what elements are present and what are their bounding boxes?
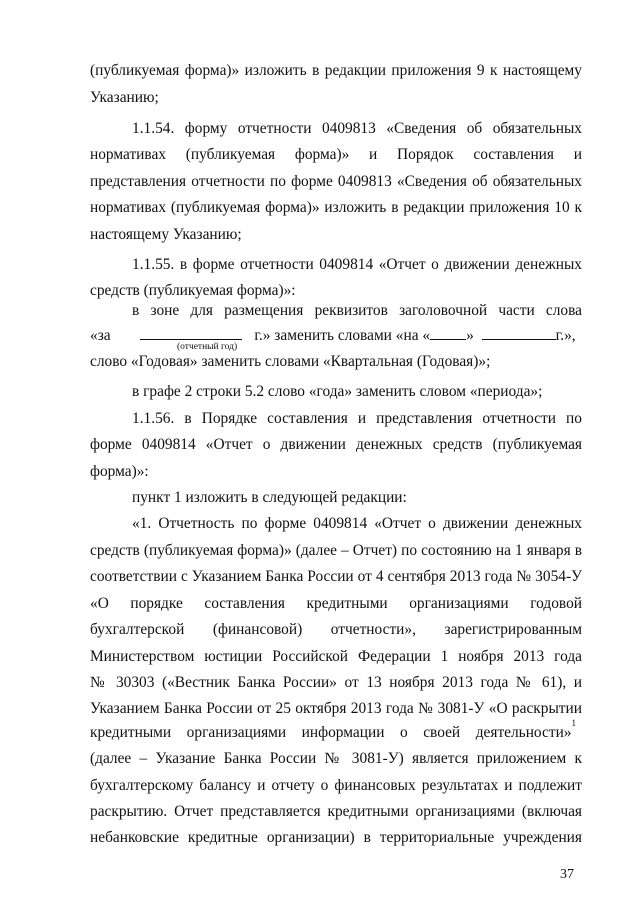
- text-line: пункт 1 изложить в следующей редакции:: [132, 489, 407, 506]
- text-line: средств (публикуемая форма)»:: [90, 282, 296, 299]
- blank-form-line: [90, 326, 582, 346]
- text-line: бухгалтерскому балансу и отчету о финансовых результатах и подлежит: [90, 777, 582, 794]
- blank-text-replace: г.» заменить словами «на «: [254, 327, 431, 344]
- text-line: «О порядке составления кредитными организациями годовой: [90, 595, 582, 612]
- text-line: 1.1.54. форму отчетности 0409813 «Сведения об обязательных: [132, 120, 582, 137]
- text-line: форме 0409814 «Отчет о движении денежных средств (публикуемая: [90, 436, 582, 453]
- text-line: № 30303 («Вестник Банка России» от 13 ноября 2013 года № 61), и: [90, 674, 582, 691]
- footnote-mark: 1: [571, 718, 576, 728]
- text-line: нормативах (публикуемая форма)» и Порядок составления и: [90, 146, 582, 163]
- text-line: настоящему Указанию;: [90, 226, 242, 243]
- reporting-year-caption: (отчетный год): [177, 342, 238, 352]
- blank-text-year: г.»,: [555, 327, 576, 344]
- text-line: форма)»:: [90, 463, 149, 480]
- blank-text-quote: »: [466, 327, 474, 344]
- text-line: в графе 2 строки 5.2 слово «года» заменить словом «периода»;: [132, 383, 543, 400]
- text-line: Министерством юстиции Российской Федерации 1 ноября 2013 года: [90, 648, 582, 665]
- day-blank: [430, 327, 466, 340]
- text-line: соответствии с Указанием Банка России от 4 сентября 2013 года № 3054-У: [90, 568, 582, 585]
- text-line: кредитными организациями информации о своей деятельности»: [90, 724, 572, 741]
- text-line: нормативах (публикуемая форма)» изложить в редакции приложения 10 к: [90, 199, 582, 216]
- text-line: (публикуемая форма)» изложить в редакции приложения 9 к настоящему: [90, 62, 582, 79]
- text-line: раскрытию. Отчет представляется кредитными организациями (включая: [90, 803, 582, 820]
- text-line: Указанием Банка России от 25 октября 2013 года № 3081-У «О раскрытии: [90, 700, 582, 717]
- text-line: слово «Годовая» заменить словами «Квартальная (Годовая)»;: [90, 353, 491, 370]
- text-line: (далее – Указание Банка России № 3081-У) является приложением к: [90, 750, 582, 767]
- text-line: 1.1.56. в Порядке составления и представления отчетности по: [132, 410, 582, 427]
- text-line: средств (публикуемая форма)» (далее – Отчет) по состоянию на 1 января в: [90, 542, 582, 559]
- year-blank: [140, 327, 242, 340]
- text-line: в зоне для размещения реквизитов заголовочной части слова: [132, 302, 582, 319]
- month-blank: [482, 327, 556, 340]
- text-line: Указанию;: [90, 89, 159, 106]
- text-line: бухгалтерской (финансовой) отчетности», зарегистрированным: [90, 621, 582, 638]
- text-line-with-footnote: [90, 718, 576, 743]
- blank-text-za: «за: [90, 327, 111, 344]
- text-line: 1.1.55. в форме отчетности 0409814 «Отчет о движении денежных: [132, 256, 582, 273]
- text-line: представления отчетности по форме 0409813 «Сведения об обязательных: [90, 173, 582, 190]
- text-line: небанковские кредитные организации) в территориальные учреждения: [90, 829, 582, 846]
- page-number: 37: [560, 867, 574, 882]
- text-line: «1. Отчетность по форме 0409814 «Отчет о движении денежных: [132, 515, 582, 532]
